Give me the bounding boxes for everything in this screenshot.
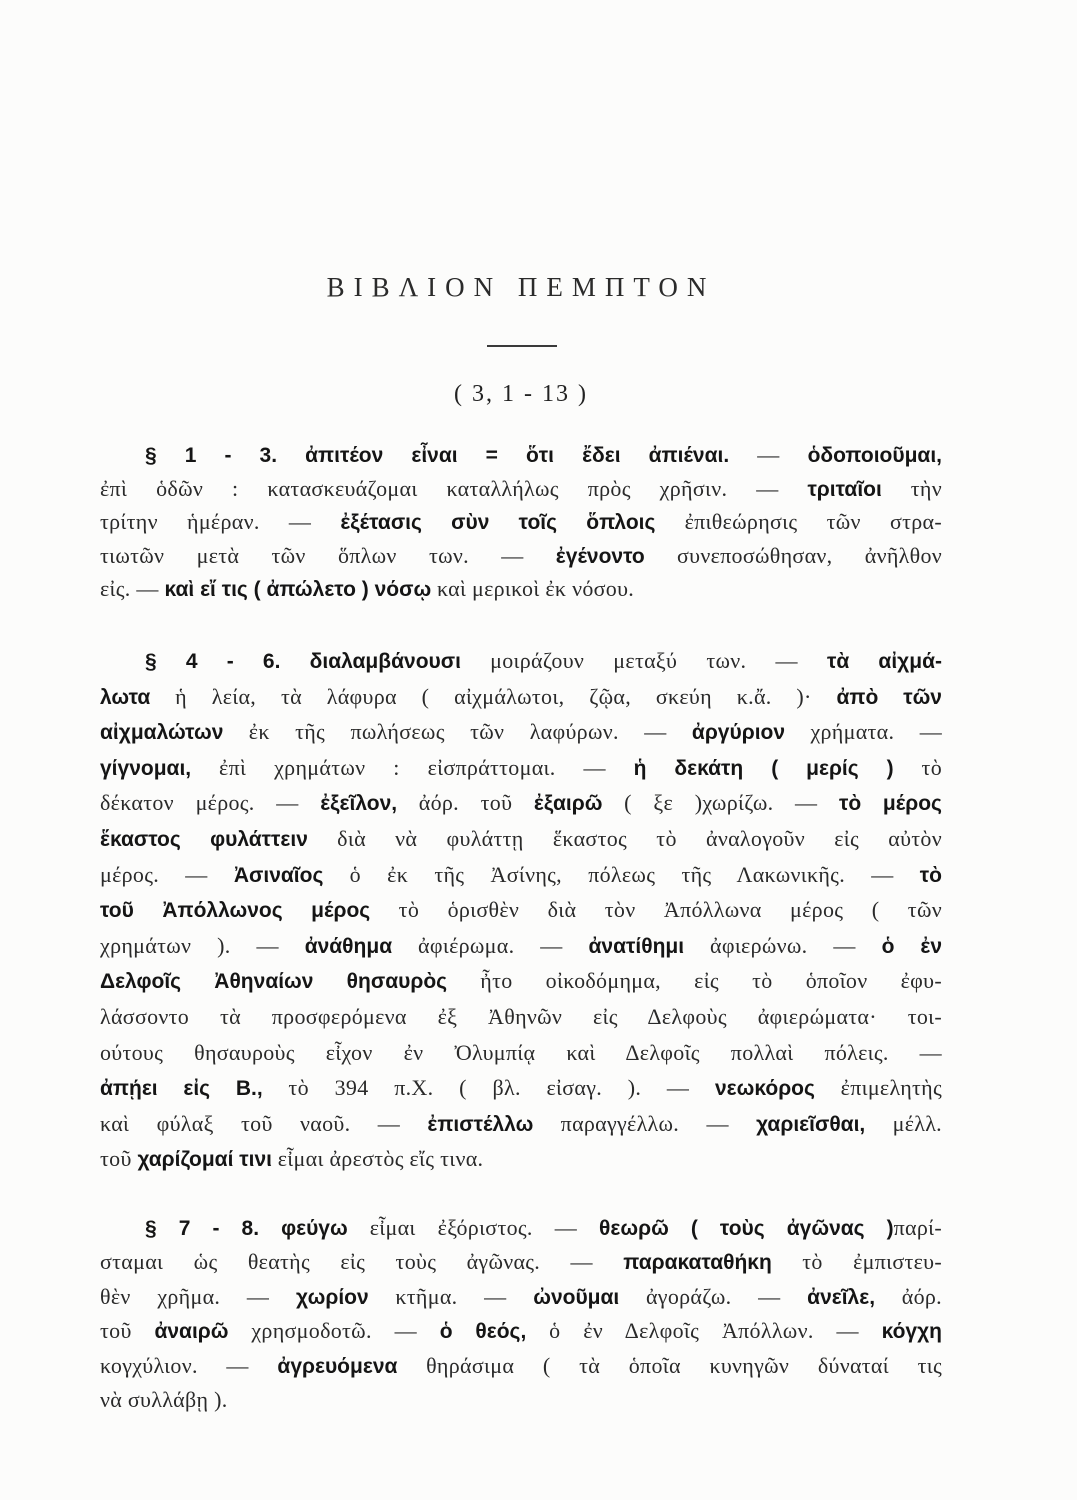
headword: τὰ αἰχμά- — [826, 650, 942, 673]
gloss-text: θηράσιμα ( τὰ ὁποῖα κυνηγῶν δύναταί τις — [397, 1352, 942, 1378]
headword: νεωκόρος — [714, 1077, 815, 1101]
gloss-text: εἰς. — — [100, 576, 165, 601]
note-paragraph — [100, 643, 942, 1177]
gloss-text: τὸ ὁρισθὲν διὰ τὸν Ἀπόλλωνα μέρος ( τῶν — [370, 897, 942, 923]
text-line — [100, 999, 942, 1035]
text-line — [100, 539, 942, 573]
text-line — [100, 679, 942, 715]
gloss-text: ἐκ τῆς πωλήσεως τῶν λαφύρων. — — [223, 719, 692, 745]
gloss-text: τρίτην ἡμέραν. — — [100, 509, 341, 534]
headword: ἐγένοντο — [555, 544, 645, 568]
gloss-text: διὰ νὰ φυλάττῃ ἕκαστος τὸ ἀναλογοῦν εἰς αὐτὸν — [307, 825, 942, 851]
text-line — [100, 1070, 942, 1106]
gloss-text: κτῆμα. — — [368, 1283, 534, 1309]
note-paragraph — [100, 1211, 942, 1417]
headword: ἀναιρῶ — [154, 1320, 229, 1344]
headword: ὠνοῦμαι — [533, 1285, 620, 1309]
gloss-text: θὲν χρῆμα. — — [100, 1283, 296, 1309]
gloss-text: ὁ ἐν Δελφοῖς Ἀπόλλων. — — [526, 1318, 882, 1344]
gloss-text: τιωτῶν μετὰ τῶν ὅπλων των. — — [100, 542, 556, 568]
text-line — [100, 1314, 942, 1348]
headword: χαρίζομαί τινι — [137, 1148, 272, 1172]
headword: ἕκαστος φυλάττειν — [100, 827, 308, 851]
headword: χωρίον — [295, 1285, 369, 1309]
text-line — [100, 1280, 942, 1314]
text-line — [100, 714, 942, 750]
text-line — [100, 472, 942, 506]
gloss-text: συνεποσώθησαν, ἀνῆλθον — [644, 542, 942, 568]
text-line — [100, 963, 942, 999]
headword: τοῦ Ἀπόλλωνος μέρος — [100, 899, 371, 923]
headword: ἀνάθημα — [304, 934, 393, 958]
headword: διαλαμβάνουσι — [280, 650, 461, 673]
gloss-text: εἶμαι ἀρεστὸς εἴς τινα. — [271, 1146, 484, 1172]
headword: χαριεῖσθαι, — [756, 1112, 866, 1136]
gloss-text: ἦτο οἰκοδόμημα, εἰς τὸ ὁποῖον ἐφυ- — [447, 968, 942, 994]
headword: ἐξαιρῶ — [533, 792, 603, 816]
text-line — [100, 643, 942, 679]
gloss-text: λάσσοντο τὰ προσφερόμενα ἐξ Ἀθηνῶν εἰς Δελφοὺς ἀφιερώματα· τοι- — [100, 1003, 942, 1029]
section-marker: § 1 - 3. — [145, 444, 278, 467]
gloss-text: — — [729, 442, 808, 467]
gloss-text: καὶ μερικοὶ ἐκ νόσου. — [431, 576, 635, 601]
gloss-text: ὁ ἐκ τῆς Ἀσίνης, πόλεως τῆς Λακωνικῆς. — — [323, 861, 920, 887]
gloss-text: τὸ ἐμπιστευ- — [771, 1249, 942, 1275]
headword: ἡ δεκάτη ( μερίς ) — [633, 756, 894, 780]
text-line — [100, 1035, 942, 1071]
headword: ἀγρευόμενα — [277, 1354, 398, 1378]
gloss-text: νὰ συλλάβῃ ). — [100, 1386, 228, 1412]
gloss-text: ἐπὶ χρημάτων : εἰσπράττομαι. — — [191, 754, 634, 780]
gloss-text: ἐπιμελητὴς — [814, 1075, 942, 1101]
text-line — [100, 928, 942, 964]
gloss-text: ( ξε )χωρίζω. — — [602, 790, 840, 816]
gloss-text: δέκατον μέρος. — — [100, 790, 321, 816]
gloss-text: τὸ 394 π.Χ. ( βλ. εἰσαγ. ). — — [262, 1075, 715, 1101]
title-rule — [487, 345, 557, 347]
text-line — [100, 892, 942, 928]
headword: ἀνατίθημι — [588, 934, 685, 958]
text-line — [100, 821, 942, 857]
book-title: ΒΙΒΛΙΟΝ ΠΕΜΠΤΟΝ — [326, 272, 716, 302]
gloss-text: τὸ — [893, 754, 942, 780]
gloss-text: μοιράζουν μεταξύ των. — — [460, 648, 827, 673]
text-line — [100, 438, 942, 472]
gloss-text: παραγγέλλω. — — [533, 1110, 757, 1136]
headword: ἐξεῖλον, — [320, 792, 398, 816]
text-line — [100, 1349, 942, 1383]
gloss-text: χρημάτων ). — — [100, 932, 305, 958]
headword: παρακαταθήκη — [623, 1251, 772, 1275]
text-line — [100, 1141, 942, 1177]
gloss-text: χρήματα. — — [785, 719, 942, 745]
headword: κόγχη — [881, 1320, 942, 1344]
gloss-text: μέρος. — — [100, 861, 234, 887]
headword: Δελφοῖς Ἀθηναίων θησαυρὸς — [100, 970, 448, 994]
headword: ὁδοποιοῦμαι, — [807, 444, 942, 467]
headword: φεύγω — [259, 1217, 348, 1240]
text-line — [100, 1106, 942, 1142]
gloss-text: ἐπὶ ὁδῶν : κατασκευάζομαι καταλλήλως πρὸς χρῆσιν. — — [100, 475, 808, 501]
text-line — [100, 1245, 942, 1279]
gloss-text: τοῦ — [100, 1318, 155, 1344]
gloss-text: ούτους θησαυροὺς εἶχον ἐν Ὀλυμπίᾳ καὶ Δελφοῖς πολλαὶ πόλεις. — — [100, 1039, 942, 1065]
headword: Ἀσιναῖος — [233, 863, 324, 887]
headword: ἐξέτασις σὺν τοῖς ὅπλοις — [340, 511, 656, 534]
text-line — [100, 785, 942, 821]
gloss-text: ἀγοράζω. — — [619, 1283, 808, 1309]
text-line — [100, 1383, 942, 1417]
gloss-text: χρησμοδοτῶ. — — [228, 1318, 440, 1344]
gloss-text: ἀφιερώνω. — — [684, 932, 882, 958]
gloss-text: καὶ φύλαξ τοῦ ναοῦ. — — [100, 1110, 428, 1136]
gloss-text: παρί- — [893, 1215, 942, 1240]
gloss-text: τὴν — [881, 475, 942, 501]
gloss-text: ἀόρ. — [875, 1283, 942, 1309]
gloss-text: σταμαι ὡς θεατὴς εἰς τοὺς ἀγῶνας. — — [100, 1249, 624, 1275]
note-paragraph — [100, 438, 942, 606]
headword: ὁ θεός, — [439, 1320, 527, 1344]
headword: καὶ εἴ τις ( ἀπώλετο ) νόσῳ — [164, 578, 432, 601]
headword: αἰχμαλώτων — [100, 721, 224, 745]
text-line — [100, 750, 942, 786]
headword: γίγνομαι, — [100, 756, 192, 780]
gloss-text: τοῦ — [100, 1146, 138, 1172]
text-line — [100, 857, 942, 893]
gloss-text: ἀόρ. τοῦ — [397, 790, 534, 816]
gloss-text: ἡ λεία, τὰ λάφυρα ( αἰχμάλωτοι, ζῷα, σκεύη κ.ἄ. )· — [150, 683, 837, 709]
headword: ὁ ἐν — [881, 934, 942, 958]
text-line — [100, 572, 942, 606]
gloss-text: ἐπιθεώρησις τῶν στρα- — [655, 509, 942, 534]
text-line — [100, 505, 942, 539]
gloss-text: μέλλ. — [865, 1110, 942, 1136]
headword: ἀπὸ τῶν — [836, 685, 942, 709]
section-reference: ( 3, 1 - 13 ) — [454, 381, 588, 407]
headword: ἀνεῖλε, — [807, 1285, 876, 1309]
headword: ἀπῄει εἰς Β., — [100, 1077, 263, 1101]
headword: τριταῖοι — [807, 477, 882, 501]
headword: ἐπιστέλλω — [427, 1112, 534, 1136]
headword: ἀργύριον — [691, 721, 786, 745]
headword: λωτα — [100, 685, 151, 709]
headword: τὸ — [919, 863, 942, 887]
gloss-text: κογχύλιον. — — [100, 1352, 278, 1378]
headword: τὸ μέρος — [839, 792, 942, 816]
headword: θεωρῶ ( τοὺς ἀγῶνας ) — [599, 1217, 894, 1240]
section-marker: § 4 - 6. — [145, 650, 281, 673]
section-marker: § 7 - 8. — [145, 1217, 260, 1240]
gloss-text: εἶμαι ἐξόριστος. — — [347, 1215, 600, 1240]
gloss-text: ἀφιέρωμα. — — [392, 932, 589, 958]
headword: ἀπιτέον εἶναι = ὅτι ἔδει ἀπιέναι. — [277, 444, 730, 467]
text-line — [100, 1211, 942, 1245]
